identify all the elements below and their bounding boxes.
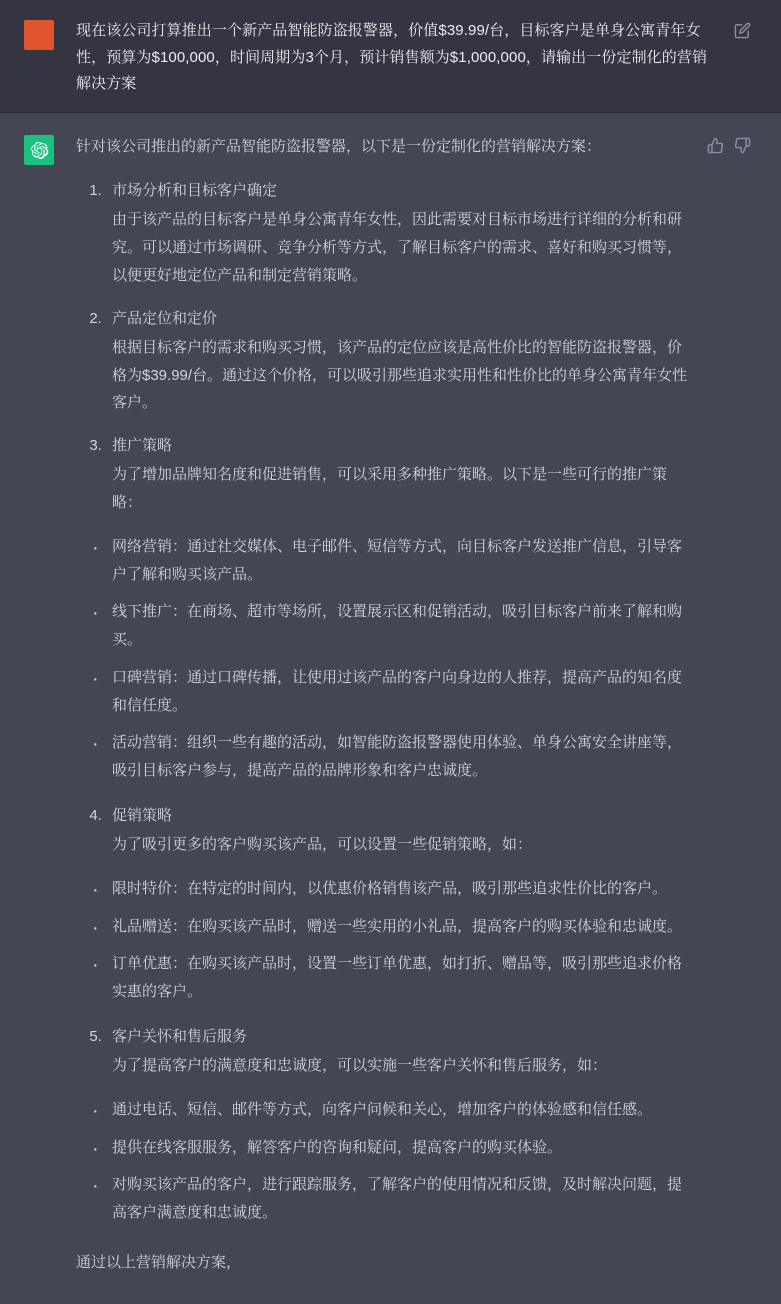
solution-sections-list-continued [76,803,691,859]
assistant-message-actions [707,133,751,154]
user-message-actions [734,18,751,39]
list-item: · 对购买该产品的客户，进行跟踪服务，了解客户的使用情况和反馈，及时解决问题，提高客户满意度和忠诚度。 [106,1171,691,1227]
list-item: · 通过电话、短信、邮件等方式，向客户问候和关心，增加客户的体验感和信任感。 [106,1096,691,1124]
section-body: 为了提高客户的满意度和忠诚度，可以实施一些客户关怀和售后服务，如： [112,1057,608,1075]
user-message-text: 现在该公司打算推出一个新产品智能防盗报警器，价值$39.99/台，目标客户是单身公寓青年女性，预算为$100,000，时间周期为3个月，预计销售额为$1,000,000，请输出一份定制化的营销解决方案 [76,22,708,93]
section-title: 2. 产品定位和定价 [112,309,218,327]
list-item: · 线下推广：在商场、超市等场所，设置展示区和促销活动，吸引目标客户前来了解和购买。 [106,598,691,654]
assistant-lead-text: 针对该公司推出的新产品智能防盗报警器，以下是一份定制化的营销解决方案： [76,138,602,156]
section-body: 为了增加品牌知名度和促进销售，可以采用多种推广策略。以下是一些可行的推广策略： [112,466,668,512]
thumbs-up-icon[interactable] [707,137,724,154]
assistant-avatar [24,135,54,165]
list-item: · 口碑营销：通过口碑传播，让使用过该产品的客户向身边的人推荐，提高产品的知名度和信任度。 [106,664,691,720]
section-body: 由于该产品的目标客户是单身公寓青年女性，因此需要对目标市场进行详细的分析和研究。可以通过市场调研、竞争分析等方式，了解目标客户的需求、喜好和购买习惯等，以便更好地定位产品和制定营销策略。 [112,211,683,284]
sales-promotion-bullets [76,875,691,1006]
assistant-message-row [0,133,781,1276]
promotion-strategy-bullets [76,533,691,785]
solution-sections-list [76,178,691,517]
thumbs-down-icon[interactable] [734,137,751,154]
customer-care-bullets [76,1096,691,1227]
list-item: · 订单优惠：在购买该产品时，设置一些订单优惠，如打折、赠品等，吸引那些追求价格实惠的客户。 [106,950,691,1006]
user-message-row [0,18,781,98]
section-body: 根据目标客户的需求和购买习惯，该产品的定位应该是高性价比的智能防盗报警器，价格为$39.99/台。通过这个价格，可以吸引那些追求实用性和性价比的单身公寓青年女性客户。 [112,338,688,412]
list-item [106,306,691,418]
list-item [106,178,691,290]
assistant-tail-text: 通过以上营销解决方案， [76,1253,242,1271]
user-message-turn [0,0,781,113]
pencil-edit-icon[interactable] [734,22,751,39]
solution-sections-list-final [76,1024,691,1080]
list-item [106,433,691,517]
list-item: · 提供在线客服服务，解答客户的咨询和疑问，提高客户的购买体验。 [106,1134,691,1162]
list-item [106,1024,691,1080]
assistant-message-body [54,133,707,1276]
user-avatar [24,20,54,50]
list-item: · 礼品赠送：在购买该产品时，赠送一些实用的小礼品，提高客户的购买体验和忠诚度。 [106,913,691,941]
section-title: 5. 客户关怀和售后服务 [112,1027,248,1045]
section-title: 3. 推广策略 [112,437,173,455]
assistant-message-turn [0,113,781,1304]
list-item: · 网络营销：通过社交媒体、电子邮件、短信等方式，向目标客户发送推广信息，引导客户了解和购买该产品。 [106,533,691,589]
section-title: 1. 市场分析和目标客户确定 [112,182,278,200]
list-item: · 限时特价：在特定的时间内，以优惠价格销售该产品，吸引那些追求性价比的客户。 [106,875,691,903]
section-body: 为了吸引更多的客户购买该产品，可以设置一些促销策略，如： [112,836,533,854]
list-item: · 活动营销：组织一些有趣的活动，如智能防盗报警器使用体验、单身公寓安全讲座等，吸引目标客户参与，提高产品的品牌形象和客户忠诚度。 [106,729,691,785]
list-item [106,803,691,859]
section-title: 4. 促销策略 [112,806,173,824]
